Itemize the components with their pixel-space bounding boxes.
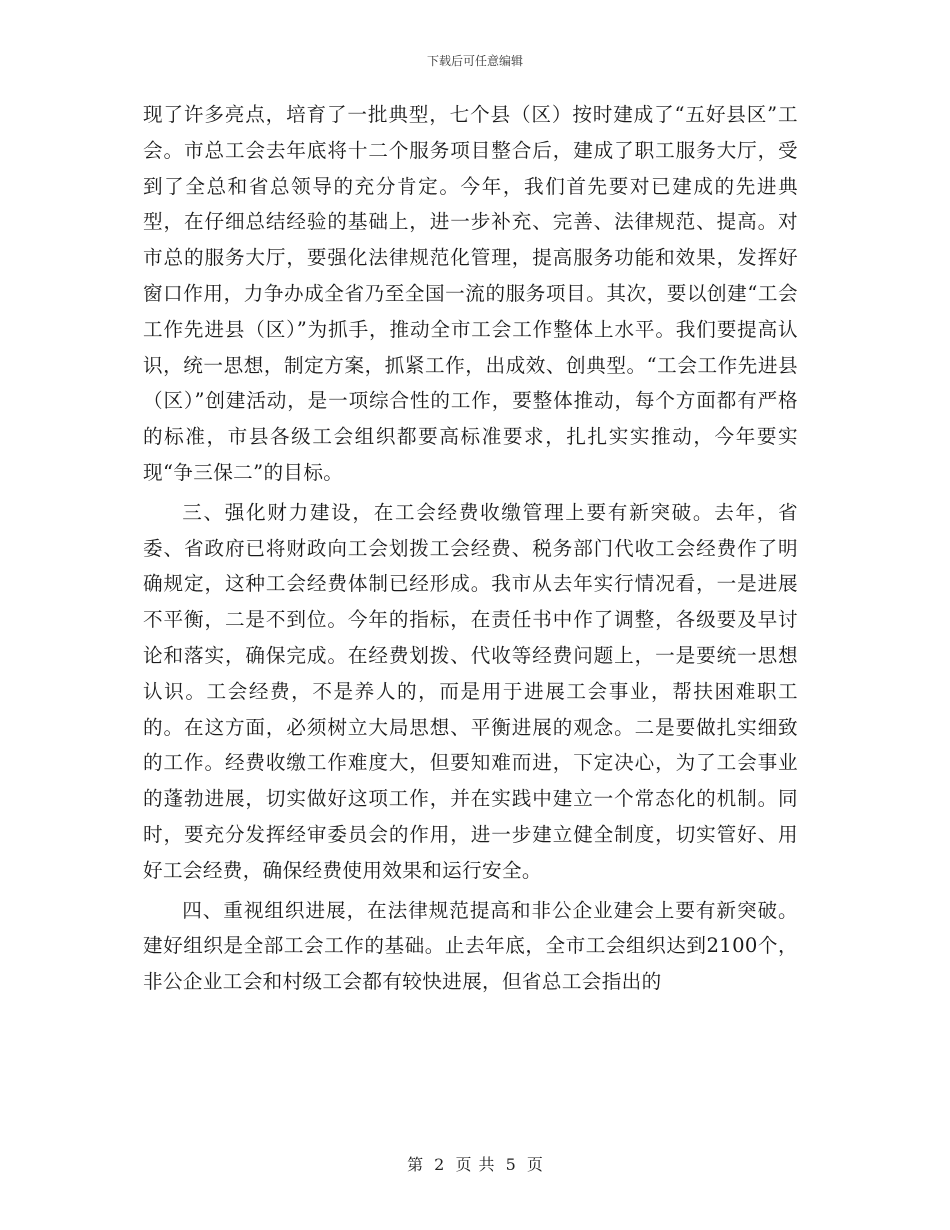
page-header: 下载后可任意编辑	[426, 54, 523, 68]
footer-middle: 页 共	[455, 1155, 495, 1174]
paragraph-2: 三、强化财力建设，在工会经费收缴管理上要有新突破。去年，省委、省政府已将财政向工会划拨工会经费、税务部门代收工会经费作了明确规定，这种工会经费体制已经形成。我市从去年实行情况看，一是进展不平衡，二是不到位。今年的指标，在责任书中作了调整，各级要及早讨论和落实，确保完成。在经费划拨、代收等经费问题上，一是要统一思想认识。工会经费，不是养人的，而是用于进展工会事业，帮扶困难职工的。在这方面，必须树立大局思想、平衡进展的观念。二是要做扎实细致的工作。经费收缴工作难度大，但要知难而进，下定决心，为了工会事业的蓬勃进展，切实做好这项工作，并在实践中建立一个常态化的机制。同时，要充分发挥经审委员会的作用，进一步建立健全制度，切实管好、用好工会经费，确保经费使用效果和运行安全。	[143, 500, 798, 882]
page-total: 5	[505, 1155, 516, 1174]
footer-suffix: 页	[526, 1155, 543, 1174]
page-number: 2	[434, 1155, 445, 1174]
paragraph-3: 四、重视组织进展，在法律规范提高和非公企业建会上要有新突破。建好组织是全部工会工作的基础。止去年底，全市工会组织达到2100个，非公企业工会和村级工会都有较快进展，但省总工会指出的	[143, 898, 798, 994]
footer-prefix: 第	[407, 1155, 424, 1174]
document-body	[143, 97, 798, 1004]
paragraph-1: 现了许多亮点，培育了一批典型，七个县（区）按时建成了“五好县区”工会。市总工会去年底将十二个服务项目整合后，建成了职工服务大厅，受到了全总和省总领导的充分肯定。今年，我们首先要对已建成的先进典型，在仔细总结经验的基础上，进一步补充、完善、法律规范、提高。对市总的服务大厅，要强化法律规范化管理，提高服务功能和效果，发挥好窗口作用，力争办成全省乃至全国一流的服务项目。其次，要以创建“工会工作先进县（区）”为抓手，推动全市工会工作整体上水平。我们要提高认识，统一思想，制定方案，抓紧工作，出成效、创典型。“工会工作先进县（区）”创建活动，是一项综合性的工作，要整体推动，每个方面都有严格的标准，市县各级工会组织都要高标准要求，扎扎实实推动，今年要实现“争三保二”的目标。	[143, 103, 798, 484]
page-footer	[0, 1152, 950, 1175]
